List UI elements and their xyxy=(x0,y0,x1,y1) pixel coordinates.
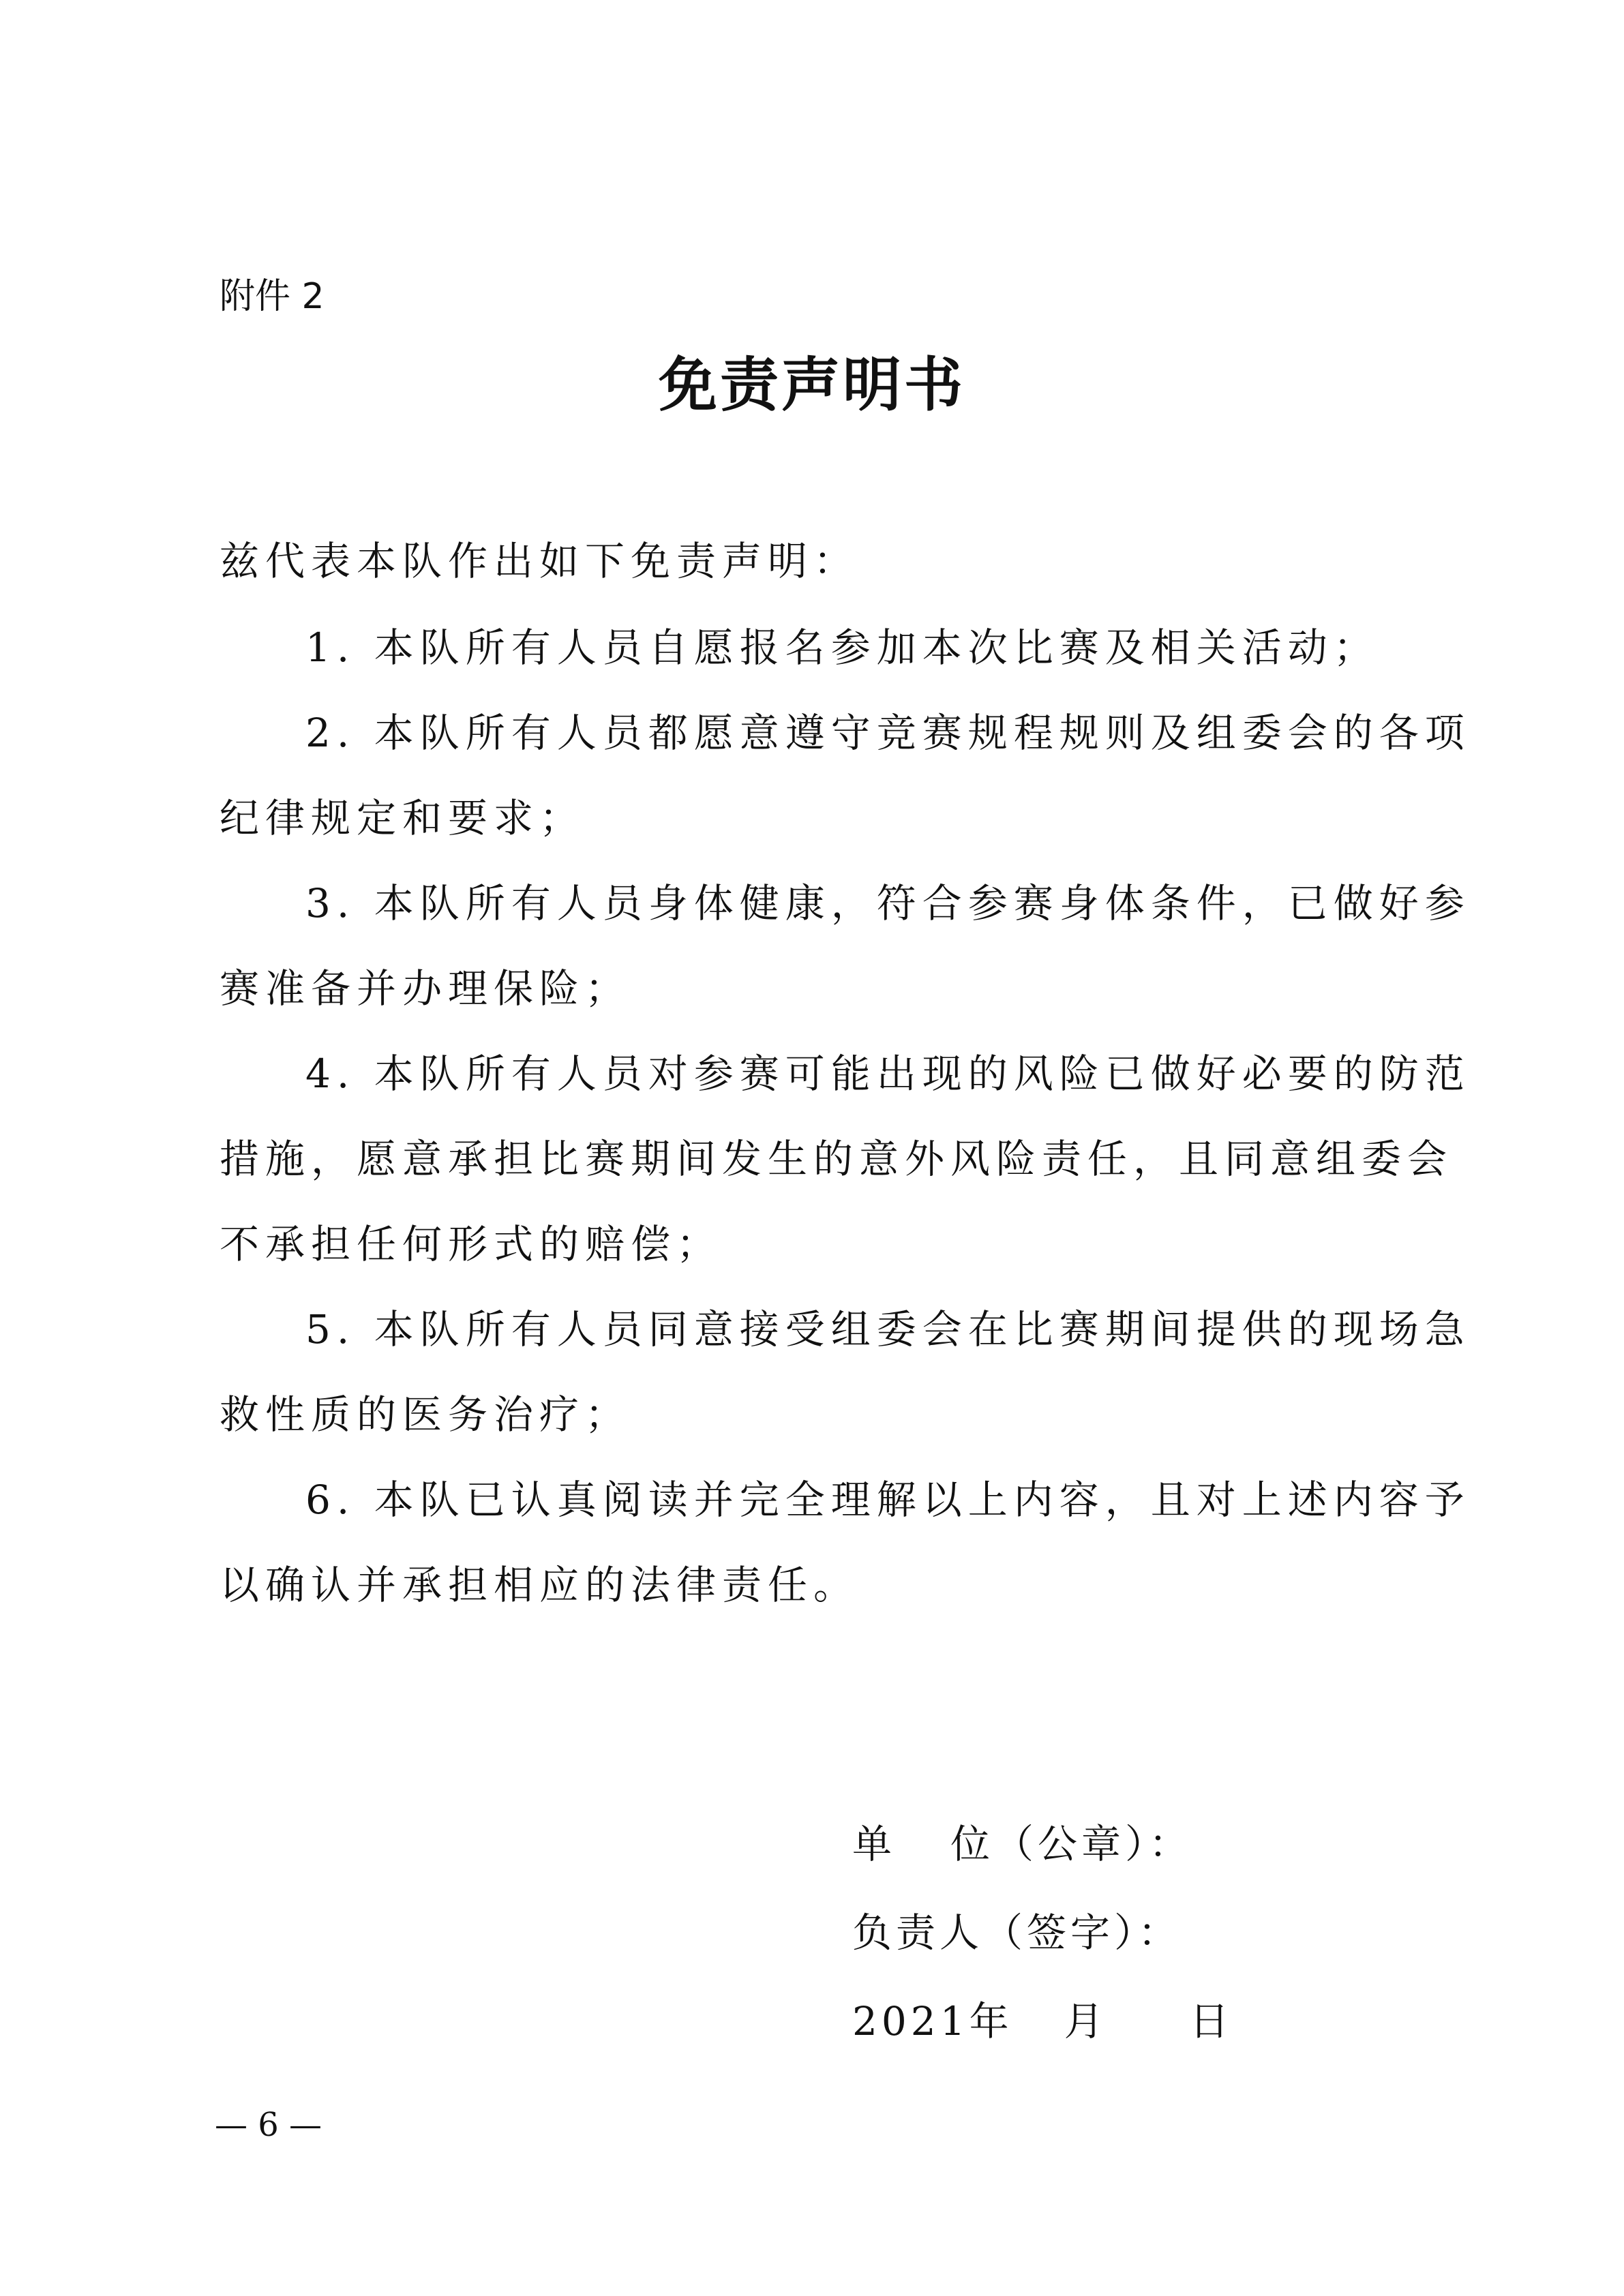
intro-paragraph: 兹代表本队作出如下免责声明： xyxy=(220,538,860,584)
item-1-line-1: 1. 本队所有人员自愿报名参加本次比赛及相关活动； xyxy=(305,624,1379,671)
item-4-line-2: 措施，愿意承担比赛期间发生的意外风险责任，且同意组委会 xyxy=(220,1136,1454,1182)
date-day: 日 xyxy=(1189,1998,1233,2044)
date-year: 2021年 xyxy=(852,1998,1013,2044)
signature-person-line xyxy=(852,1902,1182,1963)
unit-label-rest: 位（公章）： xyxy=(950,1821,1193,1867)
item-6-line-2: 以确认并承担相应的法律责任。 xyxy=(220,1562,860,1608)
item-4-line-3: 不承担任何形式的赔偿； xyxy=(220,1221,723,1267)
page-number: — 6 — xyxy=(215,2106,322,2144)
signature-date-line xyxy=(852,1991,1233,2052)
document-title: 免责声明书 xyxy=(659,351,965,419)
item-3-line-1: 3. 本队所有人员身体健康，符合参赛身体条件，已做好参 xyxy=(305,880,1471,926)
signature-unit-line xyxy=(852,1813,1192,1875)
unit-label-char: 单 xyxy=(852,1821,897,1867)
date-month: 月 xyxy=(1064,1998,1108,2044)
item-4-line-1: 4. 本队所有人员对参赛可能出现的风险已做好必要的防范 xyxy=(305,1051,1471,1097)
item-5-line-2: 救性质的医务治疗； xyxy=(220,1391,631,1438)
item-3-line-2: 赛准备并办理保险； xyxy=(220,965,631,1012)
item-2-line-2: 纪律规定和要求； xyxy=(220,795,586,841)
item-6-line-1: 6. 本队已认真阅读并完全理解以上内容，且对上述内容予 xyxy=(305,1477,1471,1523)
item-2-line-1: 2. 本队所有人员都愿意遵守竞赛规程规则及组委会的各项 xyxy=(305,710,1471,756)
attachment-label: 附件 2 xyxy=(220,276,325,317)
item-5-line-1: 5. 本队所有人员同意接受组委会在比赛期间提供的现场急 xyxy=(305,1306,1471,1353)
person-label: 负责人（签字）： xyxy=(852,1909,1182,1956)
